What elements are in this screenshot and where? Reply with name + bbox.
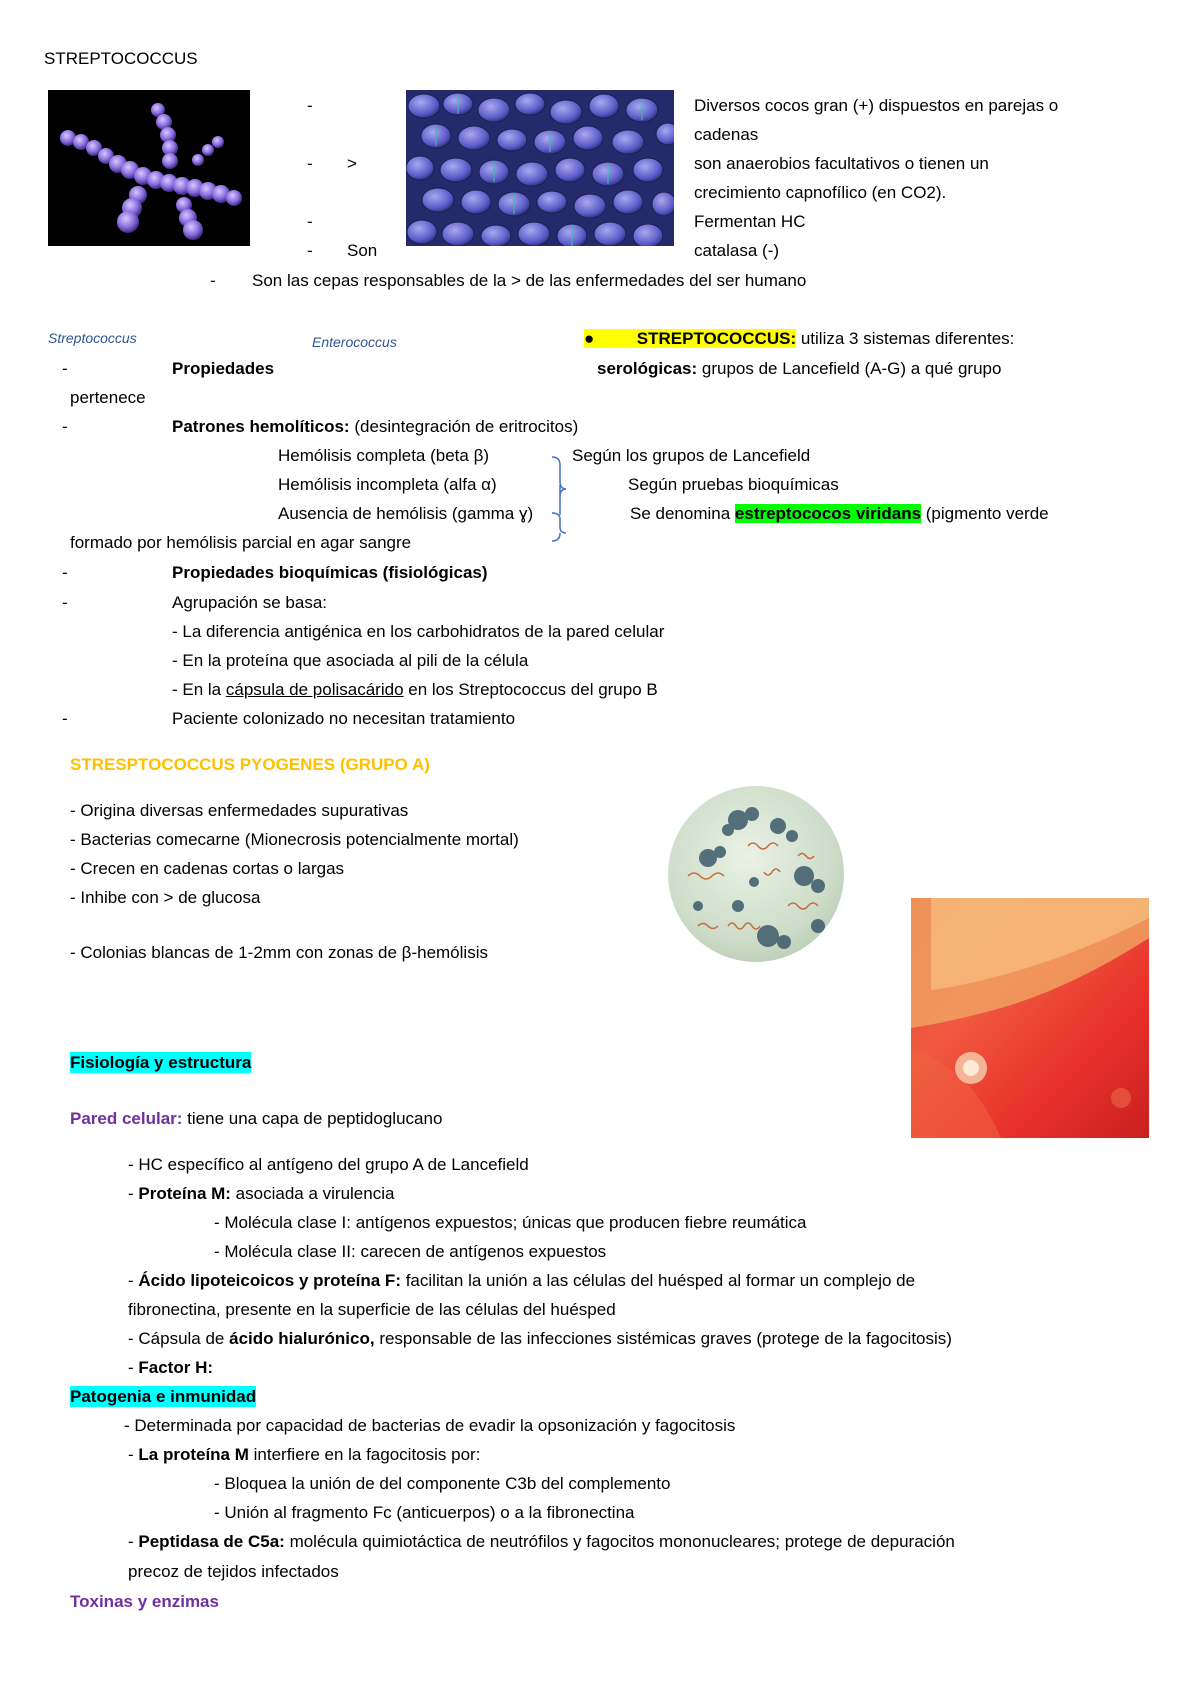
pato-item: - Determinada por capacidad de bacterias de evadir la opsonización y fagocitosis bbox=[124, 1416, 736, 1435]
pyogenes-item: - Bacterias comecarne (Mionecrosis potencialmente mortal) bbox=[70, 830, 519, 849]
list-dash: - bbox=[62, 593, 68, 612]
intro-gt: > bbox=[347, 154, 357, 173]
intro-text: Son las cepas responsables de la > de las enfermedades del ser humano bbox=[252, 271, 807, 290]
paciente-text: Paciente colonizado no necesitan tratamiento bbox=[172, 709, 516, 728]
hemolysis-gamma: Ausencia de hemólisis (gamma ɣ) bbox=[278, 504, 534, 523]
patrones-line: Patrones hemolíticos: (desintegración de eritrocitos) bbox=[172, 417, 579, 436]
intro-dash: - bbox=[210, 271, 216, 290]
list-dash: - bbox=[62, 563, 68, 582]
pared-celular-line: Pared celular: tiene una capa de peptidoglucano bbox=[70, 1109, 443, 1128]
intro-dash: - bbox=[307, 241, 313, 260]
pato-item: - La proteína M interfiere en la fagocitosis por: bbox=[128, 1445, 481, 1464]
list-dash: - bbox=[62, 709, 68, 728]
bullet-icon: ● bbox=[584, 329, 595, 348]
pato-item-continuation: precoz de tejidos infectados bbox=[128, 1562, 339, 1581]
microscope-smear-image bbox=[668, 786, 844, 962]
page-title: STREPTOCOCCUS bbox=[44, 49, 198, 68]
blood-agar-image bbox=[911, 898, 1149, 1138]
fisio-item-continuation: fibronectina, presente en la superficie de las células del huésped bbox=[128, 1300, 616, 1319]
intro-text: cadenas bbox=[694, 125, 759, 144]
pyogenes-item: - Crecen en cadenas cortas o largas bbox=[70, 859, 345, 878]
intro-text: crecimiento capnofílico (en CO2). bbox=[694, 183, 947, 202]
pato-item: - Peptidasa de C5a: molécula quimiotáctica de neutrófilos y fagocitos mononucleares; protege de depuración bbox=[128, 1532, 955, 1551]
intro-dash: - bbox=[307, 212, 313, 231]
pyogenes-item: - Colonias blancas de 1-2mm con zonas de β-hemólisis bbox=[70, 943, 488, 962]
intro-dash: - bbox=[307, 96, 313, 115]
intro-text: Fermentan HC bbox=[694, 212, 806, 231]
streptococcus-highlight: STREPTOCOCCUS: bbox=[636, 329, 797, 348]
agrupacion-item: - En la proteína que asociada al pili de la célula bbox=[172, 651, 529, 670]
intro-text: catalasa (-) bbox=[694, 241, 780, 260]
fisio-subitem: - Molécula clase I: antígenos expuestos; únicas que producen fiebre reumática bbox=[214, 1213, 807, 1232]
fisio-item: - Cápsula de ácido hialurónico, responsable de las infecciones sistémicas graves (protege de la fagocitosis) bbox=[128, 1329, 952, 1348]
propiedades-bioquimicas: Propiedades bioquímicas (fisiológicas) bbox=[172, 563, 488, 582]
fisio-item: - Proteína M: asociada a virulencia bbox=[128, 1184, 395, 1203]
agrupacion-text: Agrupación se basa: bbox=[172, 593, 327, 612]
pruebas-bioquimicas-text: Según pruebas bioquímicas bbox=[628, 475, 839, 494]
hemolysis-beta: Hemólisis completa (beta β) bbox=[278, 446, 490, 465]
viridans-highlight: estreptococos viridans bbox=[734, 504, 922, 523]
cocci-micrograph-image bbox=[406, 90, 674, 246]
list-dash: - bbox=[62, 359, 68, 378]
patogenia-heading: Patogenia e inmunidad bbox=[70, 1387, 257, 1406]
grupo-lancefield-text: Según los grupos de Lancefield bbox=[572, 446, 811, 465]
pertenece-text: pertenece bbox=[70, 388, 146, 407]
pyogenes-item: - Inhibe con > de glucosa bbox=[70, 888, 261, 907]
viridans-continuation: formado por hemólisis parcial en agar sangre bbox=[70, 533, 412, 552]
pyogenes-heading: STRESPTOCOCCUS PYOGENES (GRUPO A) bbox=[70, 755, 430, 774]
viridans-line: Se denomina estreptococos viridans (pigmento verde bbox=[630, 504, 1049, 523]
intro-text: son anaerobios facultativos o tienen un bbox=[694, 154, 989, 173]
bracket-icon bbox=[548, 455, 568, 545]
fisio-subitem: - Molécula clase II: carecen de antígenos expuestos bbox=[214, 1242, 607, 1261]
pato-subitem: - Bloquea la unión de del componente C3b del complemento bbox=[214, 1474, 671, 1493]
pyogenes-item: - Origina diversas enfermedades supurativas bbox=[70, 801, 409, 820]
pato-subitem: - Unión al fragmento Fc (anticuerpos) o a la fibronectina bbox=[214, 1503, 635, 1522]
toxinas-heading: Toxinas y enzimas bbox=[70, 1592, 219, 1611]
intro-son: Son bbox=[347, 241, 378, 260]
streptococcus-systems-line: ● STREPTOCOCCUS: utiliza 3 sistemas diferentes: bbox=[584, 329, 1015, 348]
propiedades-heading: Propiedades bbox=[172, 359, 275, 378]
intro-text: Diversos cocos gran (+) dispuestos en parejas o bbox=[694, 96, 1059, 115]
hemolysis-alpha: Hemólisis incompleta (alfa α) bbox=[278, 475, 497, 494]
bacteria-chain-image bbox=[48, 90, 250, 246]
agrupacion-item: - En la cápsula de polisacárido en los Streptococcus del grupo B bbox=[172, 680, 658, 699]
label-enterococcus: Enterococcus bbox=[312, 334, 397, 350]
fisio-item: - HC específico al antígeno del grupo A de Lancefield bbox=[128, 1155, 529, 1174]
serologicas-line: serológicas: grupos de Lancefield (A-G) a qué grupo bbox=[597, 359, 1002, 378]
label-streptococcus: Streptococcus bbox=[48, 330, 137, 346]
fisio-item: - Factor H: bbox=[128, 1358, 214, 1377]
list-dash: - bbox=[62, 417, 68, 436]
intro-dash: - bbox=[307, 154, 313, 173]
fisio-item: - Ácido lipoteicoicos y proteína F: facilitan la unión a las células del huésped al formar un complejo de bbox=[128, 1271, 916, 1290]
agrupacion-item: - La diferencia antigénica en los carbohidratos de la pared celular bbox=[172, 622, 665, 641]
fisiologia-heading: Fisiología y estructura bbox=[70, 1053, 252, 1072]
